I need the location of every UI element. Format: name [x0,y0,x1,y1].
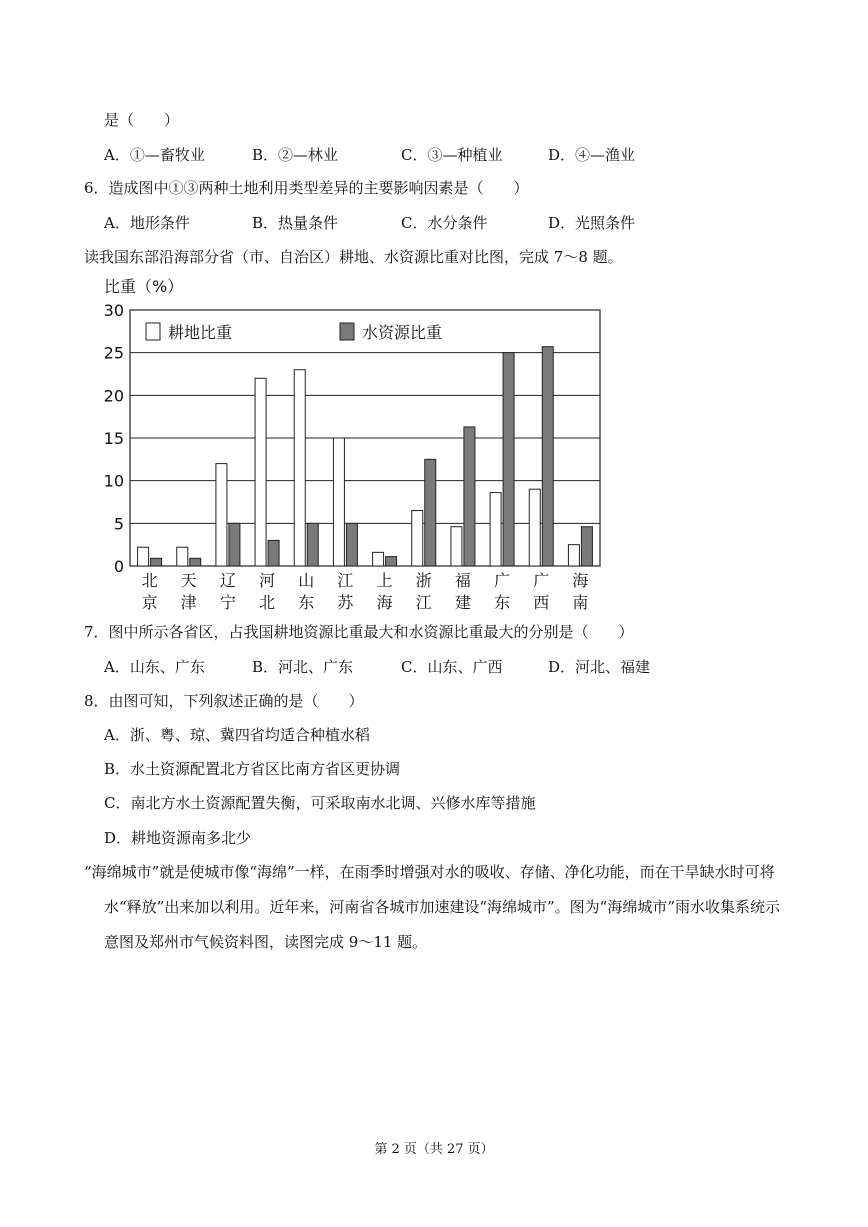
q8-stem: 8．由图可知，下列叙述正确的是（ ） [84,692,364,710]
q5-option-a: A．①—畜牧业 [104,146,205,164]
bar-water [346,523,357,566]
q7-option-c: C．山东、广西 [401,658,503,676]
x-tick-label: 上 [376,571,393,590]
x-tick-label: 宁 [219,593,236,612]
bar-arable [373,552,384,566]
bar-water [425,459,436,566]
y-tick-label: 0 [113,557,124,576]
q6-stem: 6．造成图中①③两种土地利用类型差异的主要影响因素是（ ） [84,179,529,197]
q8-option-c: C．南北方水土资源配置失衡，可采取南水北调、兴修水库等措施 [104,794,536,812]
x-tick-label: 海 [572,571,589,590]
q8-option-b: B．水土资源配置北方省区比南方省区更协调 [104,760,401,778]
bar-arable [294,370,305,566]
x-tick-label: 北 [259,593,276,612]
bar-chart [90,268,620,618]
legend-swatch [146,323,160,340]
page-footer: 第 2 页（共 27 页） [374,1142,494,1157]
q6-option-b: B．热量条件 [252,214,339,232]
q7-option-d: D．河北、福建 [548,658,651,676]
x-tick-label: 山 [298,571,315,590]
x-tick-label: 西 [533,593,550,612]
legend-swatch [340,323,354,340]
q8-option-d: D．耕地资源南多北少 [104,829,252,847]
x-tick-label: 福 [454,571,471,590]
intro-7-8: 读我国东部沿海部分省（市、自治区）耕地、水资源比重对比图，完成 7～8 题。 [84,248,623,266]
x-tick-label: 南 [572,593,589,612]
q6-option-d: D．光照条件 [548,214,636,232]
q5-option-c: C．③—种植业 [401,146,503,164]
bar-water [464,427,475,566]
bar-water [503,353,514,566]
sponge-city-para-line-3: 意图及郑州市气候资料图，读图完成 9～11 题。 [104,933,428,951]
q5-option-b: B．②—林业 [252,146,339,164]
q6-option-a: A．地形条件 [104,214,190,232]
bar-arable [138,547,149,566]
bar-water [151,558,162,566]
x-tick-label: 天 [180,571,197,590]
y-tick-label: 5 [113,514,124,534]
bar-arable [412,511,423,566]
x-tick-label: 广 [494,571,511,590]
q7-option-a: A．山东、广东 [104,658,205,676]
y-tick-label: 30 [103,301,124,320]
q5-tail: 是（ ） [104,111,180,129]
x-tick-label: 北 [141,571,158,590]
y-tick-label: 15 [103,429,124,448]
bar-arable [177,547,188,566]
bar-arable [490,493,501,566]
q7-option-b: B．河北、广东 [252,658,354,676]
q8-option-a: A．浙、粤、琼、冀四省均适合种植水稻 [104,726,370,744]
x-tick-label: 辽 [219,571,236,590]
x-tick-label: 广 [533,571,550,590]
bar-arable [451,527,462,566]
sponge-city-para-line-2: 水“释放”出来加以利用。近年来，河南省各城市加速建设“海绵城市”。图为“海绵城市”雨水收集系统示 [104,898,781,916]
bar-water [268,540,279,566]
x-tick-label: 苏 [337,593,354,612]
q7-stem: 7．图中所示各省区，占我国耕地资源比重最大和水资源比重最大的分别是（ ） [84,623,634,641]
bar-water [307,523,318,566]
x-tick-label: 建 [454,593,471,612]
x-tick-label: 海 [376,593,393,612]
bar-water [229,523,240,566]
sponge-city-para-line-1: “海绵城市”就是使城市像“海绵”一样，在雨季时增强对水的吸收、存储、净化功能，而在干旱缺水时可将 [84,863,775,881]
bar-arable [255,378,266,566]
bar-water [386,557,397,566]
x-tick-label: 河 [259,571,276,590]
y-tick-label: 10 [103,471,124,491]
legend-label: 水资源比重 [362,323,443,342]
bar-arable [529,489,540,566]
x-tick-label: 浙 [415,571,432,590]
x-tick-label: 京 [141,593,158,612]
x-tick-label: 津 [180,593,197,612]
legend-label: 耕地比重 [168,323,233,342]
y-tick-label: 25 [103,343,124,363]
bar-water [581,527,592,566]
y-tick-label: 20 [103,386,124,406]
x-tick-label: 江 [337,571,354,590]
bar-arable [216,464,227,566]
x-tick-label: 东 [298,593,315,612]
bar-water [542,347,553,566]
y-axis-label: 比重（%） [104,277,184,296]
x-tick-label: 江 [415,593,432,612]
x-tick-label: 东 [494,593,511,612]
bar-arable [568,545,579,566]
bar-water [190,558,201,566]
bar-arable [333,438,344,566]
q5-option-d: D．④—渔业 [548,146,636,164]
q6-option-c: C．水分条件 [401,214,488,232]
